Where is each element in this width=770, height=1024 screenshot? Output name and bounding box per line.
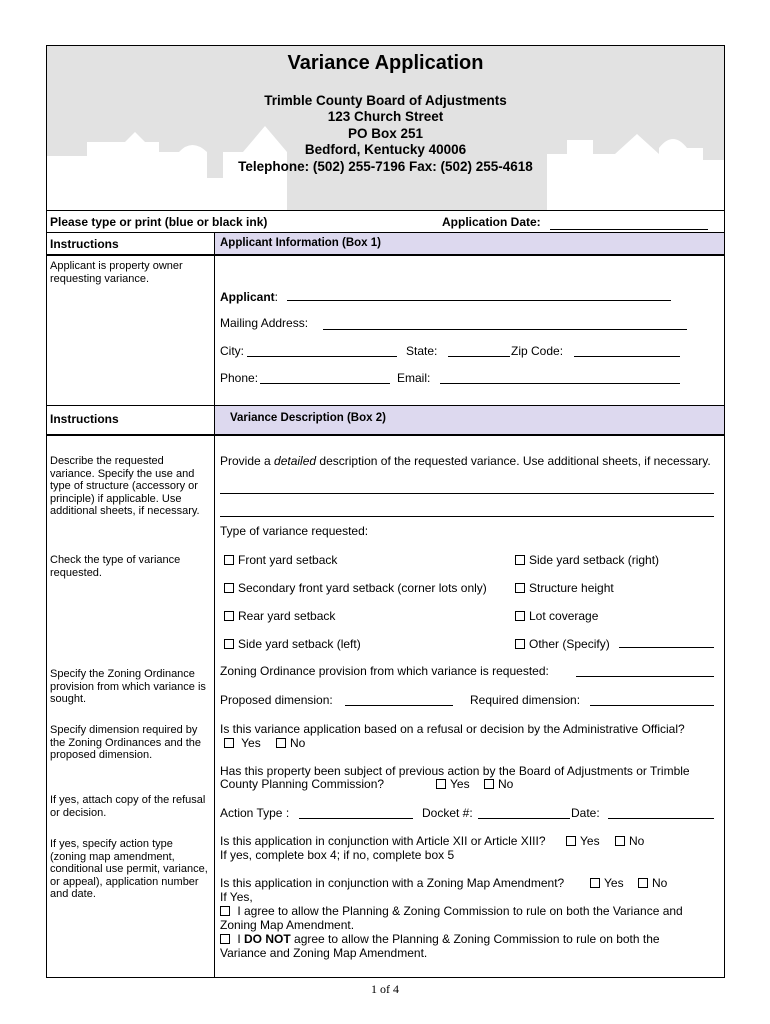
option-structure-height[interactable]: Structure height — [515, 581, 614, 595]
instr-zoning: Specify the Zoning Ordinance provision from which variance is sought. — [50, 668, 206, 705]
org-name: Trimble County Board of Adjustments — [264, 93, 507, 108]
po-box: PO Box 251 — [347, 126, 424, 141]
checkbox[interactable] — [515, 611, 525, 621]
checkbox[interactable] — [515, 555, 525, 565]
option-front-yard[interactable]: Front yard setback — [224, 553, 337, 567]
checkbox[interactable] — [224, 738, 234, 748]
refusal-yes[interactable]: Yes — [224, 736, 261, 750]
applicant-field[interactable] — [287, 300, 671, 301]
phone-field[interactable] — [260, 383, 390, 384]
checkbox[interactable] — [590, 878, 600, 888]
box2-heading: Variance Description (Box 2) — [230, 412, 386, 424]
checkbox[interactable] — [224, 555, 234, 565]
instr-refusal: If yes, attach copy of the refusal or decision. — [50, 794, 206, 819]
page-number: 1 of 4 — [371, 982, 399, 996]
email-field[interactable] — [440, 383, 680, 384]
refusal-question: Is this variance application based on a refusal or decision by the Administrative Official? — [220, 722, 685, 736]
instr-check: Check the type of variance requested. — [50, 554, 181, 579]
article-question: Is this application in conjunction with Article XII or Article XIII? — [220, 834, 546, 848]
zoning-provision-field[interactable] — [576, 676, 714, 677]
not-agree-option[interactable]: I DO NOT agree to allow the Planning & Zoning Commission to rule on both the — [220, 932, 720, 946]
instr-dimension: Specify dimension required by the Zoning Ordinances and the proposed dimension. — [50, 724, 202, 761]
description-line-1[interactable] — [220, 493, 714, 494]
application-date-field[interactable] — [550, 229, 708, 230]
article-note: If yes, complete box 4; if no, complete box 5 — [220, 848, 455, 862]
street-address: 123 Church Street — [327, 109, 444, 124]
checkbox[interactable] — [276, 738, 286, 748]
proposed-dimension-field[interactable] — [345, 705, 453, 706]
checkbox[interactable] — [224, 583, 234, 593]
zoning-provision-label: Zoning Ordinance provision from which variance is requested: — [220, 664, 549, 678]
state-label: State: — [406, 344, 438, 358]
refusal-no[interactable]: No — [276, 736, 305, 750]
checkbox[interactable] — [484, 779, 494, 789]
option-rear-yard[interactable]: Rear yard setback — [224, 609, 335, 623]
divider — [46, 210, 725, 211]
docket-label: Docket #: — [422, 806, 473, 820]
option-secondary-front-yard[interactable]: Secondary front yard setback (corner lots only) — [224, 581, 487, 595]
action-type-field[interactable] — [299, 818, 413, 819]
provide-description-text: Provide a detailed description of the requested variance. Use additional sheets, if necessary. — [220, 454, 711, 468]
city-label: City: — [220, 344, 244, 358]
box1-heading: Applicant Information (Box 1) — [220, 237, 381, 249]
column-divider — [214, 233, 215, 977]
form-title: Variance Application — [287, 52, 484, 74]
email-label: Email: — [397, 371, 431, 385]
divider — [46, 254, 725, 256]
date-field[interactable] — [608, 818, 714, 819]
application-date-label: Application Date: — [442, 215, 541, 229]
checkbox[interactable] — [515, 639, 525, 649]
date-label: Date: — [571, 806, 600, 820]
agree-option[interactable]: I agree to allow the Planning & Zoning Commission to rule on both the Variance and — [220, 904, 720, 918]
mailing-address-field[interactable] — [323, 329, 687, 330]
zip-code-field[interactable] — [574, 356, 680, 357]
article-no[interactable]: No — [615, 834, 644, 848]
instr-describe: Describe the requested variance. Specify the use and type of structure (accessory or principle) if applicable. Use additional sheets, if necessary. — [50, 455, 200, 517]
phone-label: Phone: — [220, 371, 259, 385]
variance-type-label: Type of variance requested: — [220, 524, 369, 538]
action-type-label: Action Type : — [220, 806, 290, 820]
zma-yes[interactable]: Yes — [590, 876, 624, 890]
option-side-yard-left[interactable]: Side yard setback (left) — [224, 637, 361, 651]
checkbox[interactable] — [615, 836, 625, 846]
required-dimension-label: Required dimension: — [470, 693, 581, 707]
description-line-2[interactable] — [220, 516, 714, 517]
previous-action-question-1: Has this property been subject of previous action by the Board of Adjustments or Trimble — [220, 764, 690, 778]
zma-question: Is this application in conjunction with a Zoning Map Amendment? — [220, 876, 565, 890]
checkbox[interactable] — [224, 639, 234, 649]
zma-no[interactable]: No — [638, 876, 667, 890]
docket-field[interactable] — [478, 818, 570, 819]
previous-action-question-2: County Planning Commission? — [220, 777, 385, 791]
previous-yes[interactable]: Yes — [436, 777, 470, 791]
mailing-address-label: Mailing Address: — [220, 316, 309, 330]
applicant-label: Applicant: — [220, 290, 279, 304]
divider — [46, 434, 725, 436]
article-yes[interactable]: Yes — [566, 834, 600, 848]
box1-instruction: Applicant is property owner requesting variance. — [50, 260, 183, 285]
checkbox[interactable] — [515, 583, 525, 593]
other-specify-field[interactable] — [619, 647, 714, 648]
agree-option-cont: Zoning Map Amendment. — [220, 918, 355, 932]
not-agree-option-cont: Variance and Zoning Map Amendment. — [220, 946, 428, 960]
zip-code-label: Zip Code: — [511, 344, 564, 358]
checkbox[interactable] — [220, 906, 230, 916]
option-lot-coverage[interactable]: Lot coverage — [515, 609, 598, 623]
proposed-dimension-label: Proposed dimension: — [220, 693, 333, 707]
instr-action: If yes, specify action type (zoning map amendment, conditional use permit, variance, or appeal), application number and date. — [50, 838, 208, 900]
checkbox[interactable] — [224, 611, 234, 621]
box1-instructions-heading: Instructions — [50, 237, 119, 251]
box2-instructions-heading: Instructions — [50, 412, 119, 426]
ink-note: Please type or print (blue or black ink) — [50, 215, 268, 229]
if-yes-label: If Yes, — [220, 890, 253, 904]
required-dimension-field[interactable] — [590, 705, 714, 706]
phone-fax: Telephone: (502) 255-7196 Fax: (502) 255-4618 — [238, 159, 533, 174]
previous-no[interactable]: No — [484, 777, 513, 791]
checkbox[interactable] — [220, 934, 230, 944]
city-line: Bedford, Kentucky 40006 — [304, 142, 467, 157]
option-side-yard-right[interactable]: Side yard setback (right) — [515, 553, 659, 567]
state-field[interactable] — [448, 356, 510, 357]
city-field[interactable] — [247, 356, 397, 357]
checkbox[interactable] — [436, 779, 446, 789]
checkbox[interactable] — [566, 836, 576, 846]
option-other[interactable]: Other (Specify) — [515, 637, 610, 651]
checkbox[interactable] — [638, 878, 648, 888]
